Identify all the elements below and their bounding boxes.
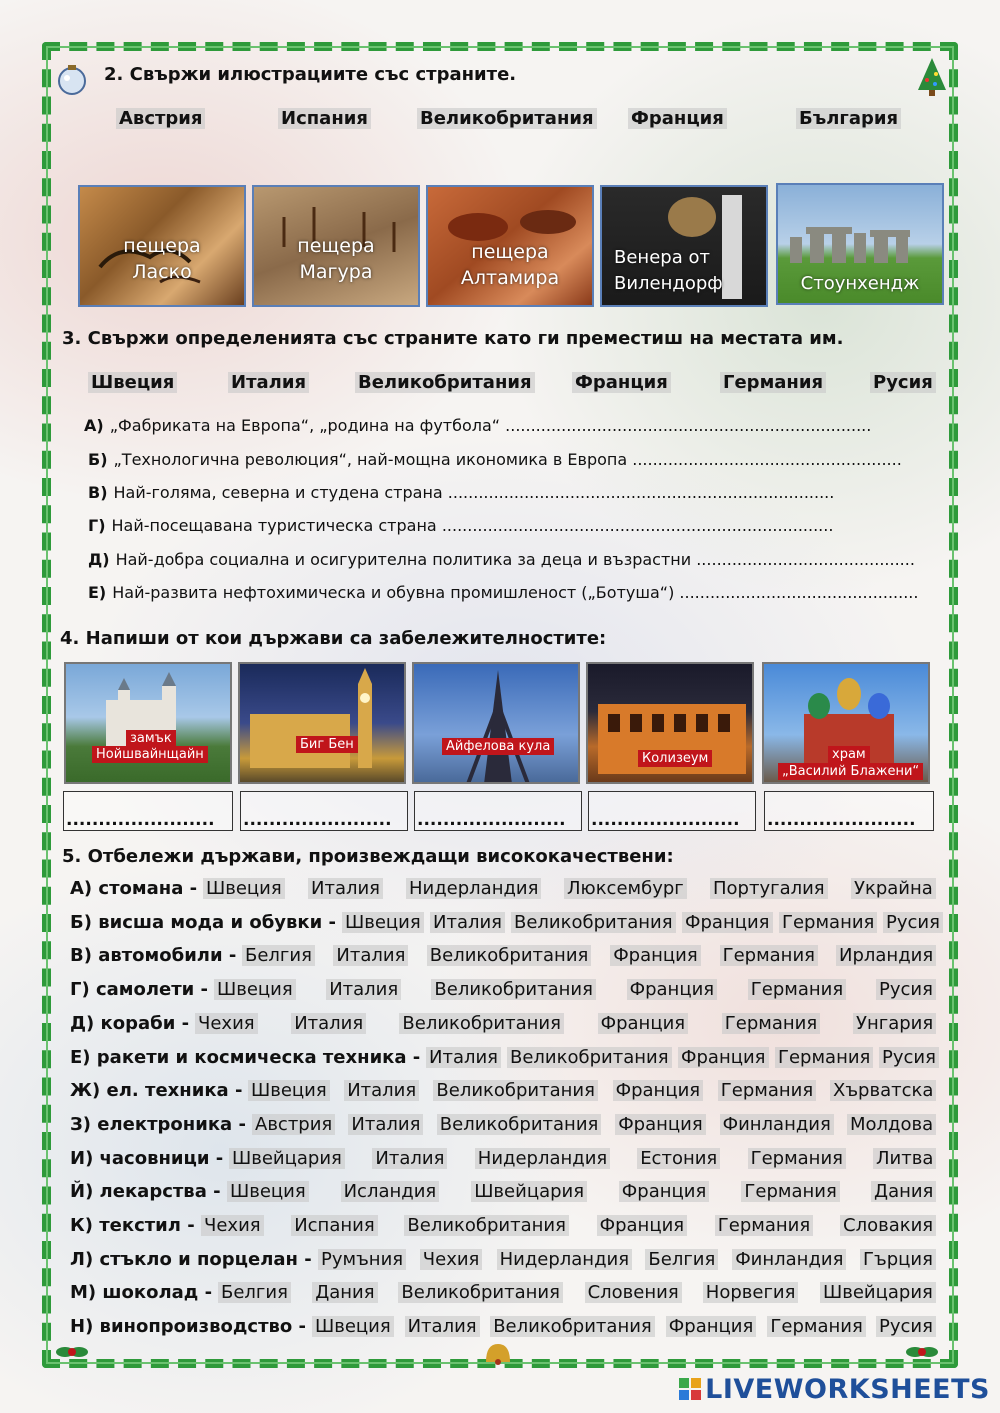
q5-option[interactable]: Ирландия: [836, 945, 936, 966]
q5-option[interactable]: Швейцария: [229, 1148, 345, 1169]
caption-line-2: Ласко: [132, 261, 192, 283]
q5-option[interactable]: Австрия: [252, 1114, 335, 1135]
q5-option[interactable]: Франция: [682, 912, 773, 933]
q5-option[interactable]: Великобритания: [507, 1047, 672, 1068]
q5-option[interactable]: Белгия: [645, 1249, 718, 1270]
q5-row-label: Л) стъкло и порцелан -: [70, 1248, 312, 1270]
q5-option[interactable]: Франция: [666, 1316, 757, 1337]
q5-option[interactable]: Унгария: [853, 1013, 936, 1034]
q5-option[interactable]: Германия: [722, 1013, 820, 1034]
q5-option[interactable]: Германия: [715, 1215, 813, 1236]
q5-option[interactable]: Франция: [613, 1080, 704, 1101]
q5-row-label: М) шоколад -: [70, 1282, 213, 1304]
q5-option[interactable]: Великобритания: [404, 1215, 569, 1236]
definition-text: Най-посещавана туристическа страна .............................................................................: [111, 516, 834, 535]
q5-option[interactable]: Франция: [619, 1181, 710, 1202]
q5-option[interactable]: Франция: [610, 945, 701, 966]
picture-magura-cave: [252, 185, 420, 307]
liveworksheets-icon: [678, 1377, 702, 1401]
answer-field[interactable]: .......................: [588, 791, 756, 831]
landmark-caption-2: Айфелова кула: [442, 738, 554, 755]
q5-row-label: Е) ракети и космическа техника -: [70, 1046, 421, 1068]
q3-title: 3. Свържи определенията със страните като ги преместиш на местата им.: [62, 328, 844, 349]
q5-option[interactable]: Дания: [871, 1181, 936, 1202]
q5-option[interactable]: Швеция: [214, 979, 296, 1000]
q5-option[interactable]: Германия: [775, 1047, 873, 1068]
q5-option[interactable]: Великобритания: [427, 945, 592, 966]
caption-line-1: Венера от: [614, 247, 710, 268]
q5-option[interactable]: Швеция: [342, 912, 424, 933]
q5-option[interactable]: Германия: [748, 1148, 846, 1169]
definition-text: Най-голяма, северна и студена страна ............................................................................: [113, 483, 835, 502]
q5-option[interactable]: Италия: [326, 979, 401, 1000]
definition-text: „Фабриката на Европа“, „родина на футбола“ ........................................................................: [109, 416, 872, 435]
q5-row-label: Б) висша мода и обувки -: [70, 911, 336, 933]
q5-option[interactable]: Швейцария: [471, 1181, 587, 1202]
q5-option[interactable]: Франция: [597, 1215, 688, 1236]
q3-country[interactable]: Великобритания: [355, 372, 535, 393]
q5-option[interactable]: Швеция: [312, 1316, 394, 1337]
q5-option[interactable]: Германия: [748, 979, 846, 1000]
picture-colosseum: [586, 662, 754, 784]
q5-option[interactable]: Швейцария: [820, 1282, 936, 1303]
caption-line-2: Алтамира: [460, 267, 560, 289]
q5-option[interactable]: Литва: [873, 1148, 936, 1169]
q5-option[interactable]: Франция: [598, 1013, 689, 1034]
q5-option[interactable]: Германия: [718, 1080, 816, 1101]
answer-field[interactable]: .......................: [240, 791, 408, 831]
q5-option[interactable]: Белгия: [218, 1282, 291, 1303]
q5-option[interactable]: Румъния: [318, 1249, 406, 1270]
q2-country[interactable]: Великобритания: [417, 108, 597, 129]
q3-country[interactable]: Швеция: [88, 372, 177, 393]
q5-row-label: З) електроника -: [70, 1113, 246, 1135]
q5-option[interactable]: Великобритания: [398, 1282, 563, 1303]
q5-option[interactable]: Финландия: [732, 1249, 846, 1270]
q5-option[interactable]: Русия: [883, 912, 943, 933]
q5-row-label: И) часовници -: [70, 1147, 224, 1169]
holly-icon: [55, 1340, 89, 1370]
q5-option[interactable]: Хърватска: [830, 1080, 936, 1101]
definition-row[interactable]: [88, 583, 918, 602]
q5-option[interactable]: Португалия: [710, 878, 828, 899]
q5-option[interactable]: Исландия: [341, 1181, 440, 1202]
q5-option[interactable]: Чехия: [201, 1215, 264, 1236]
holly-icon: [905, 1340, 939, 1370]
q5-option[interactable]: Италия: [308, 878, 383, 899]
q5-option[interactable]: Украйна: [851, 878, 936, 899]
q5-row-label: Й) лекарства -: [70, 1181, 221, 1203]
q5-option[interactable]: Русия: [876, 1316, 936, 1337]
q5-option[interactable]: Италия: [372, 1148, 447, 1169]
christmas-tree-icon: [915, 56, 949, 104]
answer-field[interactable]: .......................: [414, 791, 582, 831]
brand-name: LIVEWORKSHEETS: [705, 1374, 990, 1405]
q5-option[interactable]: Гърция: [860, 1249, 936, 1270]
q5-option[interactable]: Великобритания: [490, 1316, 655, 1337]
definition-row[interactable]: [88, 483, 834, 502]
landmark-caption-1: храм: [828, 746, 870, 763]
q5-option[interactable]: Нидерландия: [406, 878, 541, 899]
q2-country[interactable]: Испания: [278, 108, 371, 129]
q5-row-label: В) автомобили -: [70, 945, 237, 967]
definition-letter: Г): [88, 516, 106, 535]
answer-field[interactable]: .......................: [764, 791, 934, 831]
q2-country[interactable]: Австрия: [116, 108, 205, 129]
q5-option[interactable]: Швеция: [203, 878, 285, 899]
picture-altamira-cave: [426, 185, 594, 307]
q5-option[interactable]: Италия: [426, 1047, 501, 1068]
q3-country[interactable]: Германия: [720, 372, 826, 393]
caption-line-2: Стоунхендж: [800, 273, 920, 294]
q5-option[interactable]: Франция: [678, 1047, 769, 1068]
q5-option[interactable]: Швеция: [227, 1181, 309, 1202]
q5-option[interactable]: Германия: [741, 1181, 839, 1202]
caption-line-2: Магура: [299, 261, 373, 283]
q5-option[interactable]: Великобритания: [399, 1013, 564, 1034]
caption-line-1: пещера: [297, 235, 375, 257]
definition-text: Най-развита нефтохимическа и обувна промишленост („Ботуша“) ...............................................: [112, 583, 919, 602]
q5-option[interactable]: Словакия: [840, 1215, 936, 1236]
q5-option[interactable]: Италия: [333, 945, 408, 966]
q5-option[interactable]: Великобритания: [437, 1114, 602, 1135]
definition-row[interactable]: [84, 416, 871, 435]
q5-option[interactable]: Италия: [430, 912, 505, 933]
liveworksheets-logo: [678, 1374, 990, 1405]
q2-title: 2. Свържи илюстрациите със страните.: [104, 64, 517, 85]
q5-option[interactable]: Италия: [344, 1080, 419, 1101]
q5-row-label: Г) самолети -: [70, 979, 209, 1001]
landmark-caption-1: замък: [126, 730, 176, 747]
definition-letter: Е): [88, 583, 107, 602]
q5-row-label: Н) винопроизводство -: [70, 1316, 307, 1338]
caption-line-1: пещера: [471, 241, 549, 263]
picture-venus-of-willendorf: [600, 185, 768, 307]
q5-option[interactable]: Финландия: [720, 1114, 834, 1135]
definition-letter: Б): [88, 450, 108, 469]
answer-field[interactable]: .......................: [63, 791, 233, 831]
q5-option[interactable]: Италия: [405, 1316, 480, 1337]
q5-option[interactable]: Русия: [879, 1047, 939, 1068]
q5-option[interactable]: Чехия: [195, 1013, 258, 1034]
q2-country[interactable]: Франция: [628, 108, 727, 129]
picture-big-ben: [238, 662, 406, 784]
q5-option[interactable]: Италия: [348, 1114, 423, 1135]
definition-text: „Технологична революция“, най-мощна икономика в Европа .....................................................: [113, 450, 902, 469]
q5-title: 5. Отбележи държави, произвеждащи висококачествени:: [62, 846, 674, 867]
caption-line-2: Вилендорф: [614, 273, 723, 294]
q5-option[interactable]: Испания: [291, 1215, 377, 1236]
q5-option[interactable]: Люксембург: [564, 878, 687, 899]
picture-neuschwanstein: [64, 662, 232, 784]
definition-letter: В): [88, 483, 108, 502]
q4-title: 4. Напиши от кои държави са забележителностите:: [60, 628, 607, 649]
q5-option[interactable]: Белгия: [242, 945, 315, 966]
q5-option[interactable]: Молдова: [847, 1114, 936, 1135]
picture-eiffel-tower: [412, 662, 580, 784]
definition-letter: Д): [88, 550, 110, 569]
caption-line-1: пещера: [123, 235, 201, 257]
q5-row-label: Ж) ел. техника -: [70, 1080, 243, 1102]
q5-option[interactable]: Германия: [720, 945, 818, 966]
landmark-caption-2: Колизеум: [638, 750, 712, 767]
q3-country[interactable]: Франция: [572, 372, 671, 393]
q5-option[interactable]: Дания: [312, 1282, 377, 1303]
definition-text: Най-добра социална и осигурителна политика за деца и възрастни ...........................................: [115, 550, 915, 569]
q5-option[interactable]: Нидерландия: [475, 1148, 610, 1169]
q5-option[interactable]: Русия: [876, 979, 936, 1000]
definition-row[interactable]: [88, 516, 833, 535]
q5-option[interactable]: Великобритания: [431, 979, 596, 1000]
q5-option[interactable]: Чехия: [420, 1249, 483, 1270]
picture-st-basils-cathedral: [762, 662, 930, 784]
q5-option[interactable]: Италия: [291, 1013, 366, 1034]
q5-option[interactable]: Швеция: [248, 1080, 330, 1101]
landmark-caption-2: „Василий Блажени“: [778, 763, 923, 780]
landmark-caption-2: Нойшвайнщайн: [92, 746, 208, 763]
q5-option[interactable]: Франция: [627, 979, 718, 1000]
q5-option[interactable]: Естония: [637, 1148, 720, 1169]
q5-option[interactable]: Великобритания: [511, 912, 676, 933]
picture-lascaux-cave: [78, 185, 246, 307]
definition-row[interactable]: [88, 550, 915, 569]
q5-option[interactable]: Германия: [779, 912, 877, 933]
q5-option[interactable]: Великобритания: [433, 1080, 598, 1101]
landmark-caption-2: Биг Бен: [296, 736, 358, 753]
q5-row-label: Д) кораби -: [70, 1012, 190, 1034]
bell-icon: [478, 1340, 518, 1372]
q3-country[interactable]: Русия: [870, 372, 936, 393]
q2-country[interactable]: България: [796, 108, 901, 129]
definition-row[interactable]: [88, 450, 902, 469]
q5-row-label: А) стомана -: [70, 878, 198, 899]
q5-option[interactable]: Франция: [615, 1114, 706, 1135]
q5-option[interactable]: Норвегия: [703, 1282, 799, 1303]
q5-option[interactable]: Германия: [767, 1316, 865, 1337]
picture-stonehenge: [776, 183, 944, 305]
ornament-icon: [55, 62, 89, 102]
definition-letter: А): [84, 416, 104, 435]
q3-country[interactable]: Италия: [228, 372, 309, 393]
q5-option[interactable]: Нидерландия: [497, 1249, 632, 1270]
q5-row-label: К) текстил -: [70, 1215, 195, 1236]
q5-option[interactable]: Словения: [585, 1282, 682, 1303]
